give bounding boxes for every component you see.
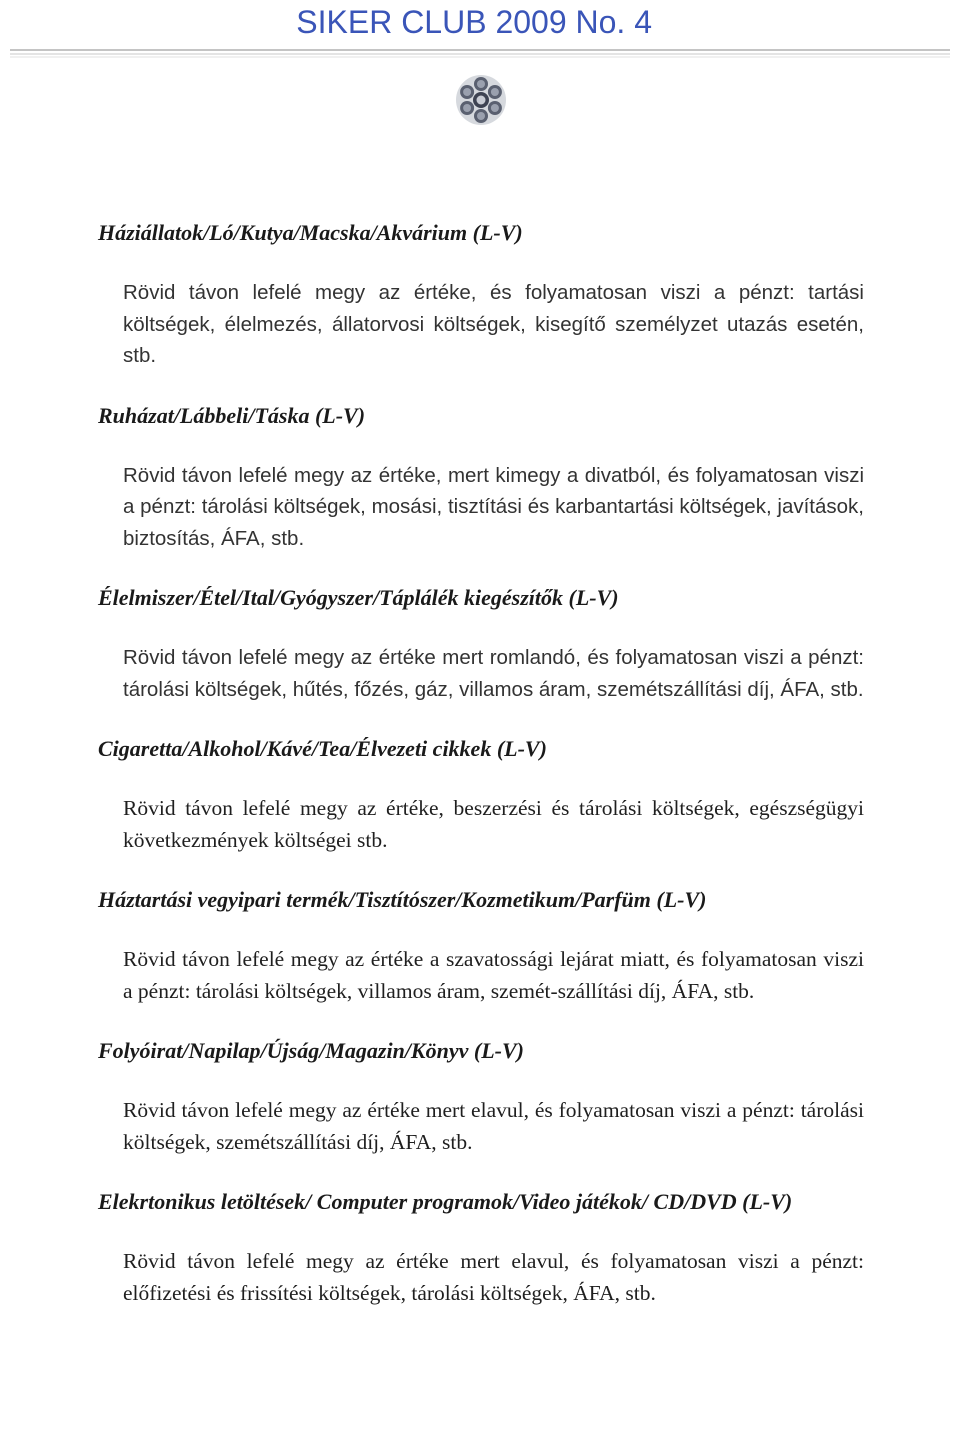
section-title: Ruházat/Lábbeli/Táska (L-V) xyxy=(98,402,366,428)
section-household-chemicals xyxy=(98,884,864,1007)
club-emblem-icon xyxy=(454,73,508,127)
section-body: Rövid távon lefelé megy az értéke, beszerzési és tárolási költségek, egészségügyi következmények költségei stb. xyxy=(123,796,864,852)
section-body: Rövid távon lefelé megy az értéke, mert kimegy a divatból, és folyamatosan viszi a pénzt: tárolási költségek, mosási, tisztítási és karbantartási költségek, javítások, biztosítás, ÁFA, stb. xyxy=(123,463,864,550)
article-content xyxy=(98,217,864,1337)
section-clothing xyxy=(98,400,864,555)
section-electronic-downloads xyxy=(98,1186,864,1309)
section-title: Folyóirat/Napilap/Újság/Magazin/Könyv (L-V) xyxy=(98,1038,524,1063)
section-title: Elekrtonikus letöltések/ Computer programok/Video játékok/ CD/DVD (L-V) xyxy=(98,1189,793,1214)
section-title: Háziállatok/Ló/Kutya/Macska/Akvárium (L-V) xyxy=(98,220,523,245)
section-title: Háztartási vegyipari termék/Tisztítószer/Kozmetikum/Parfüm (L-V) xyxy=(98,887,707,912)
section-body: Rövid távon lefelé megy az értéke mert romlandó, és folyamatosan viszi a pénzt: tárolási költségek, hűtés, főzés, gáz, villamos áram, szemétszállítási díj, ÁFA, stb. xyxy=(123,646,864,701)
section-food xyxy=(98,582,864,705)
section-luxury-goods xyxy=(98,733,864,856)
header-divider xyxy=(10,46,950,60)
section-pets xyxy=(98,217,864,372)
section-body: Rövid távon lefelé megy az értéke mert elavul, és folyamatosan viszi a pénzt: előfizetési és frissítési költségek, tárolási költségek, ÁFA, stb. xyxy=(123,1249,864,1305)
section-body: Rövid távon lefelé megy az értéke a szavatossági lejárat miatt, és folyamatosan viszi a pénzt: tárolási költségek, villamos áram, szemét-szállítási díj, ÁFA, stb. xyxy=(123,947,864,1003)
page-header-title: SIKER CLUB 2009 No. 4 xyxy=(296,4,652,40)
section-body: Rövid távon lefelé megy az értéke, és folyamatosan viszi a pénzt: tartási költségek, élelmezés, állatorvosi költségek, kisegítő személyzet utazás esetén, stb. xyxy=(123,281,864,367)
section-title: Cigaretta/Alkohol/Kávé/Tea/Élvezeti cikkek (L-V) xyxy=(98,736,547,761)
section-periodicals xyxy=(98,1035,864,1158)
section-body: Rövid távon lefelé megy az értéke mert elavul, és folyamatosan viszi a pénzt: tárolási költségek, szemétszállítási díj, ÁFA, stb. xyxy=(123,1098,864,1154)
section-title: Élelmiszer/Étel/Ital/Gyógyszer/Táplálék kiegészítők (L-V) xyxy=(98,585,619,610)
